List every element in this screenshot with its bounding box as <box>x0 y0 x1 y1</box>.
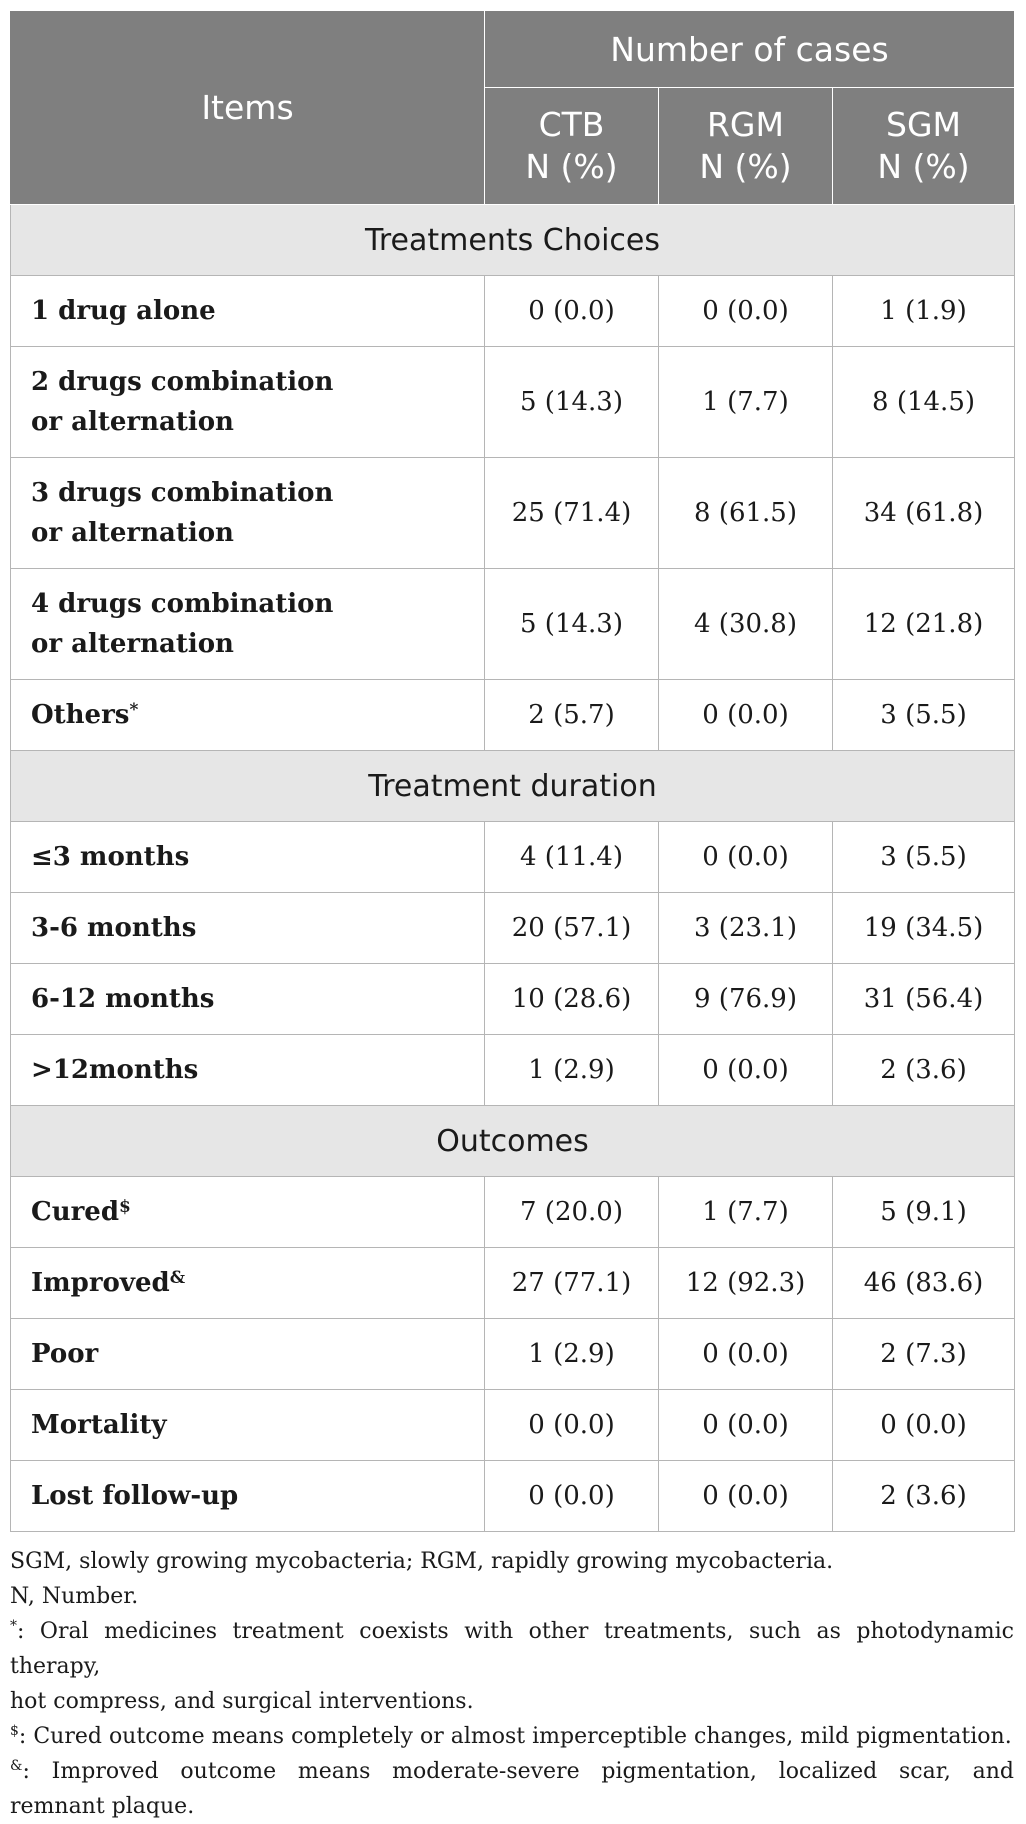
sgm-cell: 19 (34.5) <box>833 893 1015 964</box>
results-table-figure <box>10 10 1014 1824</box>
rgm-cell: 0 (0.0) <box>659 1319 833 1390</box>
table-row <box>11 1461 1015 1532</box>
sgm-cell: 0 (0.0) <box>833 1390 1015 1461</box>
rgm-cell: 0 (0.0) <box>659 1035 833 1106</box>
row-label: Cured$ <box>11 1177 485 1248</box>
row-label: Mortality <box>11 1390 485 1461</box>
rgm-cell: 1 (7.7) <box>659 1177 833 1248</box>
footnote-amp: &: Improved outcome means moderate-severe pigmentation, localized scar, and <box>10 1758 1014 1784</box>
ctb-cell: 5 (14.3) <box>485 569 659 680</box>
ctb-cell: 27 (77.1) <box>485 1248 659 1319</box>
ctb-cell: 1 (2.9) <box>485 1319 659 1390</box>
sgm-cell: 46 (83.6) <box>833 1248 1015 1319</box>
table-row <box>11 458 1015 569</box>
rgm-cell: 1 (7.7) <box>659 347 833 458</box>
row-label: Others* <box>11 680 485 751</box>
row-label: 2 drugs combination or alternation <box>11 347 485 458</box>
row-label: 3-6 months <box>11 893 485 964</box>
section-title: Treatments Choices <box>11 205 1015 276</box>
sgm-cell: 2 (7.3) <box>833 1319 1015 1390</box>
row-label: >12months <box>11 1035 485 1106</box>
rgm-cell: 0 (0.0) <box>659 276 833 347</box>
section-title: Treatment duration <box>11 751 1015 822</box>
row-label: ≤3 months <box>11 822 485 893</box>
ctb-cell: 4 (11.4) <box>485 822 659 893</box>
ctb-cell: 0 (0.0) <box>485 276 659 347</box>
ctb-cell: 5 (14.3) <box>485 347 659 458</box>
table-row <box>11 276 1015 347</box>
sgm-cell: 3 (5.5) <box>833 822 1015 893</box>
table-row <box>11 822 1015 893</box>
table-footnotes <box>10 1544 1014 1824</box>
table-row <box>11 569 1015 680</box>
table-row <box>11 1177 1015 1248</box>
table-row <box>11 680 1015 751</box>
treatment-outcomes-table <box>10 10 1015 1532</box>
table-row <box>11 964 1015 1035</box>
ctb-cell: 7 (20.0) <box>485 1177 659 1248</box>
ctb-cell: 1 (2.9) <box>485 1035 659 1106</box>
row-label: Poor <box>11 1319 485 1390</box>
ctb-cell: 0 (0.0) <box>485 1461 659 1532</box>
footnote-star: *: Oral medicines treatment coexists with other treatments, such as photodynamic therapy, <box>10 1618 1014 1679</box>
footnote-dollar: $: Cured outcome means completely or almost imperceptible changes, mild pigmentation. <box>10 1723 1012 1749</box>
sgm-cell: 5 (9.1) <box>833 1177 1015 1248</box>
row-label: 6-12 months <box>11 964 485 1035</box>
section-title: Outcomes <box>11 1106 1015 1177</box>
row-label: 3 drugs combination or alternation <box>11 458 485 569</box>
rgm-cell: 0 (0.0) <box>659 1390 833 1461</box>
number-of-cases-header: Number of cases <box>485 11 1015 88</box>
rgm-cell: 4 (30.8) <box>659 569 833 680</box>
table-row <box>11 347 1015 458</box>
table-row <box>11 893 1015 964</box>
footnote-abbreviations: SGM, slowly growing mycobacteria; RGM, rapidly growing mycobacteria. <box>10 1549 834 1574</box>
rgm-cell: 3 (23.1) <box>659 893 833 964</box>
row-label: Improved& <box>11 1248 485 1319</box>
sgm-cell: 34 (61.8) <box>833 458 1015 569</box>
ctb-cell: 0 (0.0) <box>485 1390 659 1461</box>
ctb-cell: 20 (57.1) <box>485 893 659 964</box>
table-row <box>11 1035 1015 1106</box>
rgm-cell: 9 (76.9) <box>659 964 833 1035</box>
row-label: 1 drug alone <box>11 276 485 347</box>
sgm-cell: 2 (3.6) <box>833 1035 1015 1106</box>
sgm-cell: 31 (56.4) <box>833 964 1015 1035</box>
ctb-column-header: CTB N (%) <box>485 88 659 205</box>
rgm-cell: 12 (92.3) <box>659 1248 833 1319</box>
sgm-cell: 2 (3.6) <box>833 1461 1015 1532</box>
ctb-cell: 10 (28.6) <box>485 964 659 1035</box>
row-label: Lost follow-up <box>11 1461 485 1532</box>
ctb-cell: 25 (71.4) <box>485 458 659 569</box>
sgm-column-header: SGM N (%) <box>833 88 1015 205</box>
table-row <box>11 1248 1015 1319</box>
footnote-number: N, Number. <box>10 1584 139 1609</box>
items-header: Items <box>11 11 485 205</box>
sgm-cell: 12 (21.8) <box>833 569 1015 680</box>
rgm-column-header: RGM N (%) <box>659 88 833 205</box>
footnote-star-cont: hot compress, and surgical interventions. <box>10 1689 474 1714</box>
rgm-cell: 0 (0.0) <box>659 822 833 893</box>
table-row <box>11 1390 1015 1461</box>
footnote-amp-cont: remnant plaque. <box>10 1794 195 1819</box>
table-row <box>11 1319 1015 1390</box>
row-label: 4 drugs combination or alternation <box>11 569 485 680</box>
ctb-cell: 2 (5.7) <box>485 680 659 751</box>
sgm-cell: 8 (14.5) <box>833 347 1015 458</box>
sgm-cell: 3 (5.5) <box>833 680 1015 751</box>
sgm-cell: 1 (1.9) <box>833 276 1015 347</box>
rgm-cell: 8 (61.5) <box>659 458 833 569</box>
rgm-cell: 0 (0.0) <box>659 1461 833 1532</box>
rgm-cell: 0 (0.0) <box>659 680 833 751</box>
